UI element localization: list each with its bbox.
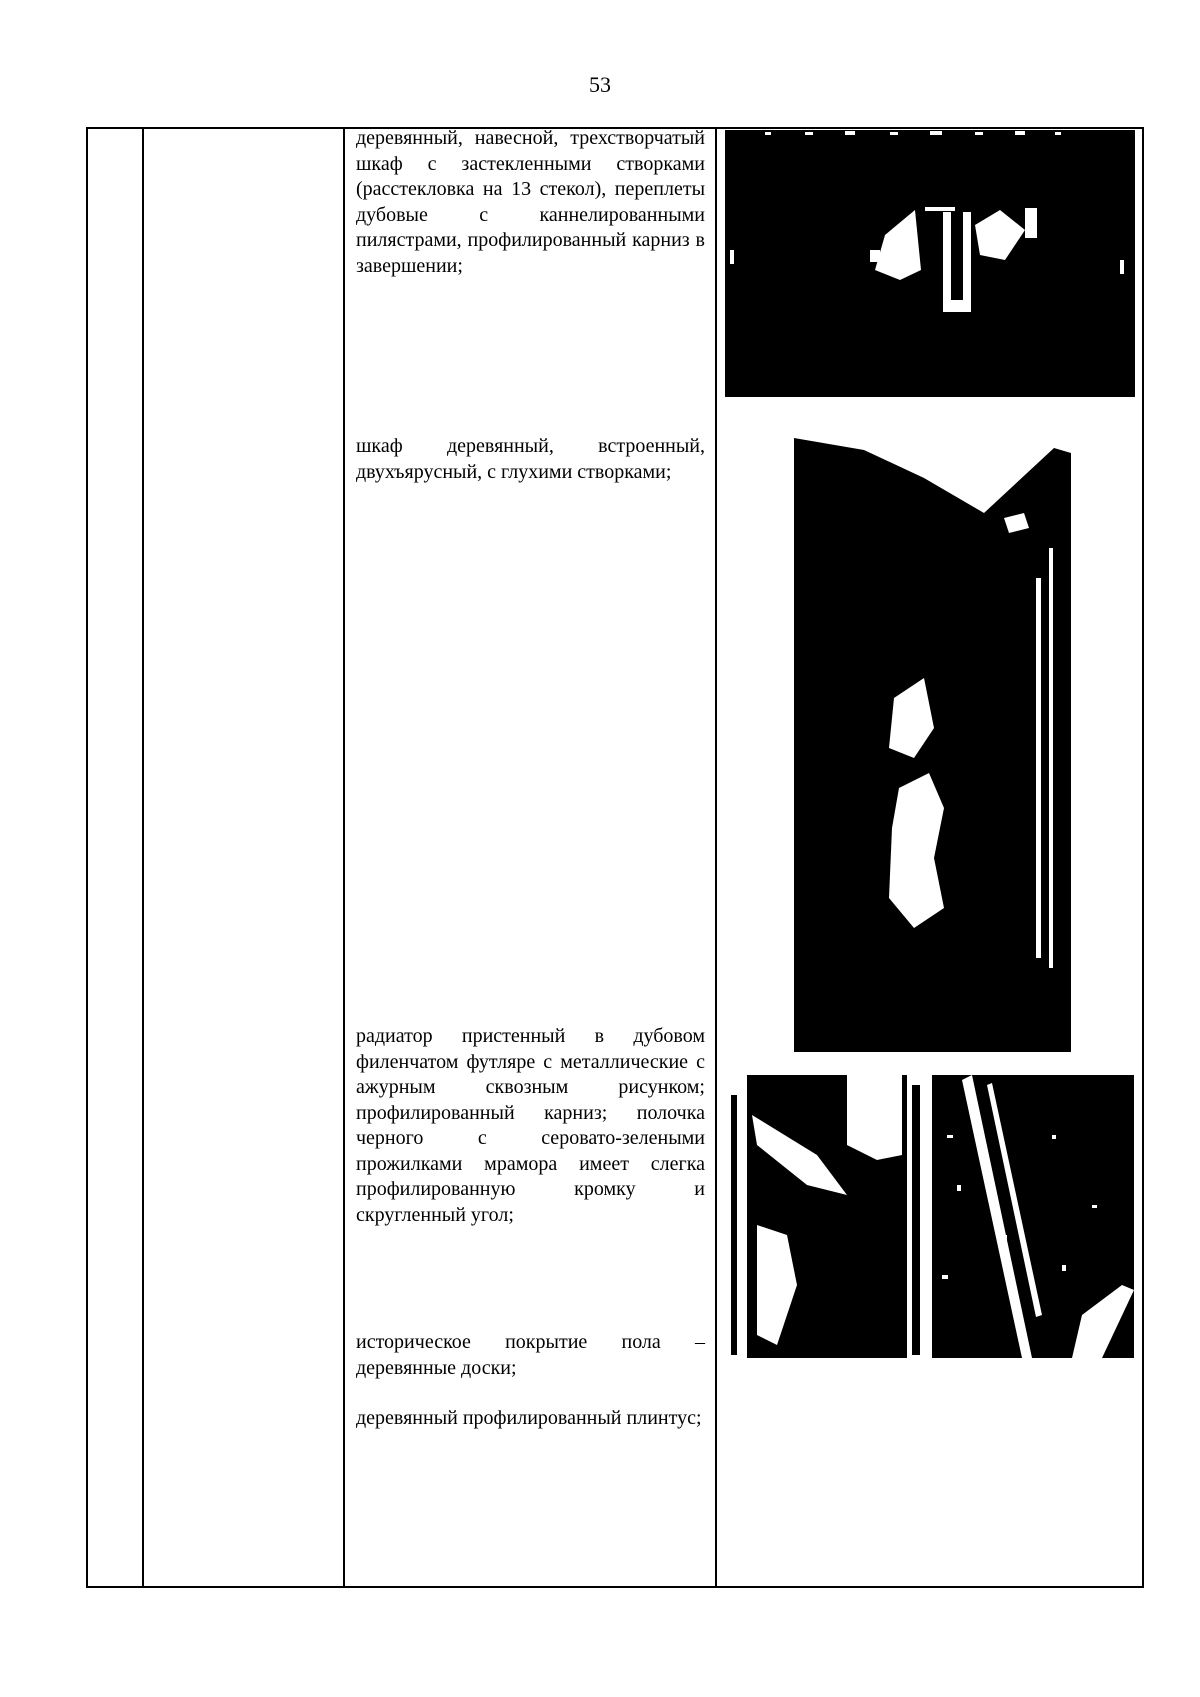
glazed-cabinet-photo [725,130,1135,397]
radiator-case-photo [727,1075,927,1358]
table-column-divider [142,127,144,1588]
radiator-grille-photo [932,1075,1134,1358]
page-number: 53 [589,72,611,97]
built-in-cabinet-photo [794,428,1071,1052]
table-column-divider [715,127,717,1588]
item-radiator-case: радиатор пристенный в дубовом филенчатом футляре с металлические с ажурным сквозным рисунком; профилированный карниз; полочка черного с серовато-зелеными прожилками мрамора имеет слегка профилированную кромку и скругленный угол; [356,1025,705,1226]
item-floor-covering: историческое покрытие пола – деревянные доски; [356,1331,705,1379]
item-glazed-cabinet: деревянный, навесной, трехстворчатый шкаф с застекленными створками (расстекловка на 13 стекол), переплеты дубовые с каннелированными пилястрами, профилированный карниз в завершении; [356,127,705,277]
item-built-in-cabinet: шкаф деревянный, встроенный, двухъярусный, с глухими створками; [356,435,705,483]
item-baseboard: деревянный профилированный плинтус; [356,1407,702,1429]
table-column-divider [343,127,345,1588]
